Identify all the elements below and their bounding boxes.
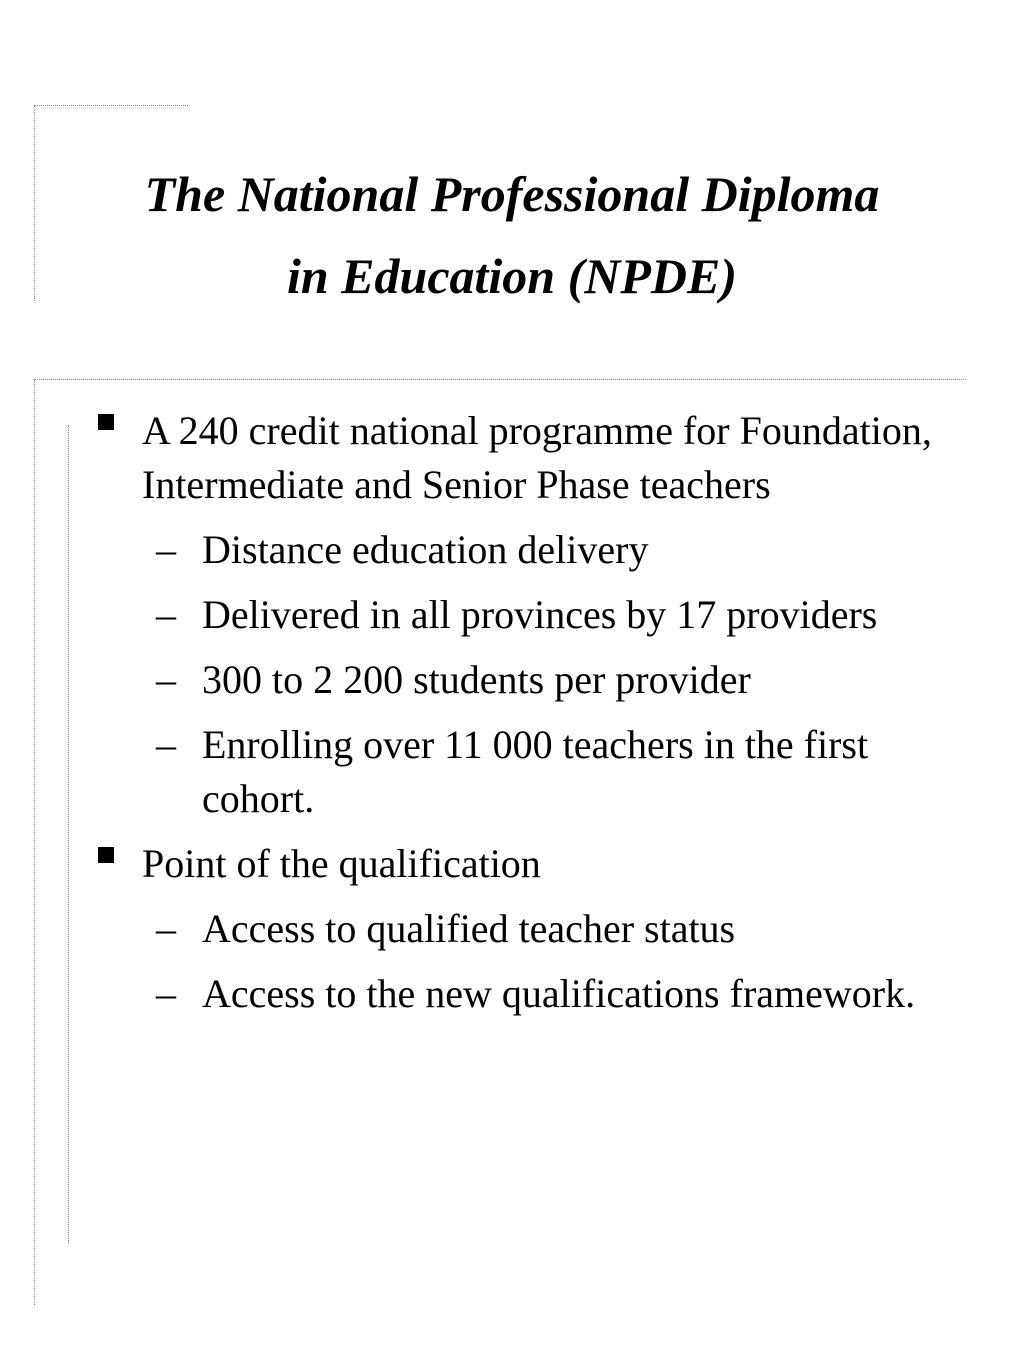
slide-title [40, 153, 984, 317]
dash-bullet-icon: – [156, 906, 176, 951]
dash-bullet-icon: – [156, 722, 176, 767]
slide-title-line: in Education (NPDE) [286, 248, 738, 304]
slide-title-line: The National Professional Diploma [144, 166, 880, 222]
decorative-dotted-line [68, 425, 69, 1243]
sub-bullet-item [142, 718, 974, 826]
sub-bullet-text: Access to qualified teacher status [202, 906, 736, 951]
sub-bullet-list [142, 523, 974, 826]
bullet-item [94, 837, 974, 1021]
sub-bullet-list [142, 902, 974, 1021]
dash-bullet-icon: – [156, 657, 176, 702]
sub-bullet-item [142, 653, 974, 707]
sub-bullet-item [142, 902, 974, 956]
sub-bullet-text: Enrolling over 11 000 teachers in the first cohort. [202, 722, 869, 821]
bullet-list [94, 404, 974, 1021]
dash-bullet-icon: – [156, 527, 176, 572]
square-bullet-icon [98, 414, 114, 430]
bullet-text: A 240 credit national programme for Foundation, Intermediate and Senior Phase teachers [142, 408, 932, 507]
bullet-text: Point of the qualification [142, 841, 541, 886]
sub-bullet-item [142, 588, 974, 642]
sub-bullet-item [142, 967, 974, 1021]
decorative-dotted-line [34, 379, 966, 380]
sub-bullet-text: Access to the new qualifications framework. [202, 971, 916, 1016]
decorative-dotted-line [34, 105, 35, 301]
dash-bullet-icon: – [156, 971, 176, 1016]
square-bullet-icon [98, 847, 114, 863]
sub-bullet-text: Distance education delivery [202, 527, 649, 572]
sub-bullet-item [142, 523, 974, 577]
bullet-item [94, 404, 974, 826]
decorative-dotted-line [34, 105, 188, 106]
dash-bullet-icon: – [156, 592, 176, 637]
sub-bullet-text: 300 to 2 200 students per provider [202, 657, 751, 702]
sub-bullet-text: Delivered in all provinces by 17 providers [202, 592, 878, 637]
decorative-dotted-line [34, 379, 35, 1305]
